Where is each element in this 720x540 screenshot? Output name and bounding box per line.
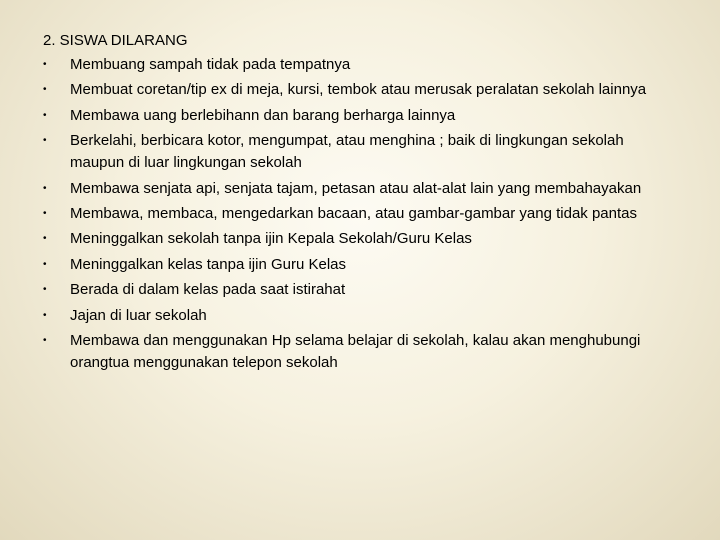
list-item-text: Membawa uang berlebihann dan barang berharga lainnya — [70, 106, 456, 124]
bullet-icon: • — [43, 334, 47, 346]
bullet-icon: • — [43, 258, 47, 270]
bullet-icon: • — [43, 182, 47, 194]
bullet-icon: • — [43, 309, 47, 321]
list-item-text: Meninggalkan kelas tanpa ijin Guru Kelas — [70, 255, 346, 273]
list-item-text: Berada di dalam kelas pada saat istirahat — [70, 281, 346, 299]
list-item — [43, 228, 683, 250]
bullet-icon: • — [43, 207, 47, 219]
list-item — [43, 178, 683, 200]
list-item-text: Berkelahi, berbicara kotor, mengumpat, atau menghina ; baik di lingkungan sekolah maupun di luar lingkungan sekolah — [70, 132, 624, 172]
list-item-text: Membawa senjata api, senjata tajam, petasan atau alat-alat lain yang membahayakan — [70, 179, 642, 197]
list-item — [43, 203, 683, 225]
list-item-text: Membuat coretan/tip ex di meja, kursi, tembok atau merusak peralatan sekolah lainnya — [70, 81, 647, 99]
list-item-text: Membawa, membaca, mengedarkan bacaan, atau gambar-gambar yang tidak pantas — [70, 204, 637, 222]
list-item — [43, 279, 683, 301]
list-item-text: Membawa dan menggunakan Hp selama belajar di sekolah, kalau akan menghubungi orangtua menggunakan telepon sekolah — [70, 331, 641, 371]
list-item — [43, 54, 683, 76]
list-item — [43, 305, 683, 327]
list-item — [43, 330, 683, 374]
bullet-icon: • — [43, 135, 47, 147]
slide-content — [43, 30, 683, 377]
list-item — [43, 254, 683, 276]
bullet-icon: • — [43, 59, 47, 70]
list-item-text: Membuang sampah tidak pada tempatnya — [70, 56, 351, 73]
list-item — [43, 130, 683, 174]
list-item-text: Jajan di luar sekolah — [70, 306, 207, 324]
bullet-icon: • — [43, 84, 47, 96]
list-item-text: Meninggalkan sekolah tanpa ijin Kepala Sekolah/Guru Kelas — [70, 230, 472, 248]
bullet-icon: • — [43, 109, 47, 121]
bullet-icon: • — [43, 233, 47, 245]
rules-list — [43, 54, 683, 374]
section-heading: 2. SISWA DILARANG — [43, 32, 188, 49]
list-item — [43, 79, 683, 101]
list-item — [43, 105, 683, 127]
bullet-icon: • — [43, 284, 47, 296]
